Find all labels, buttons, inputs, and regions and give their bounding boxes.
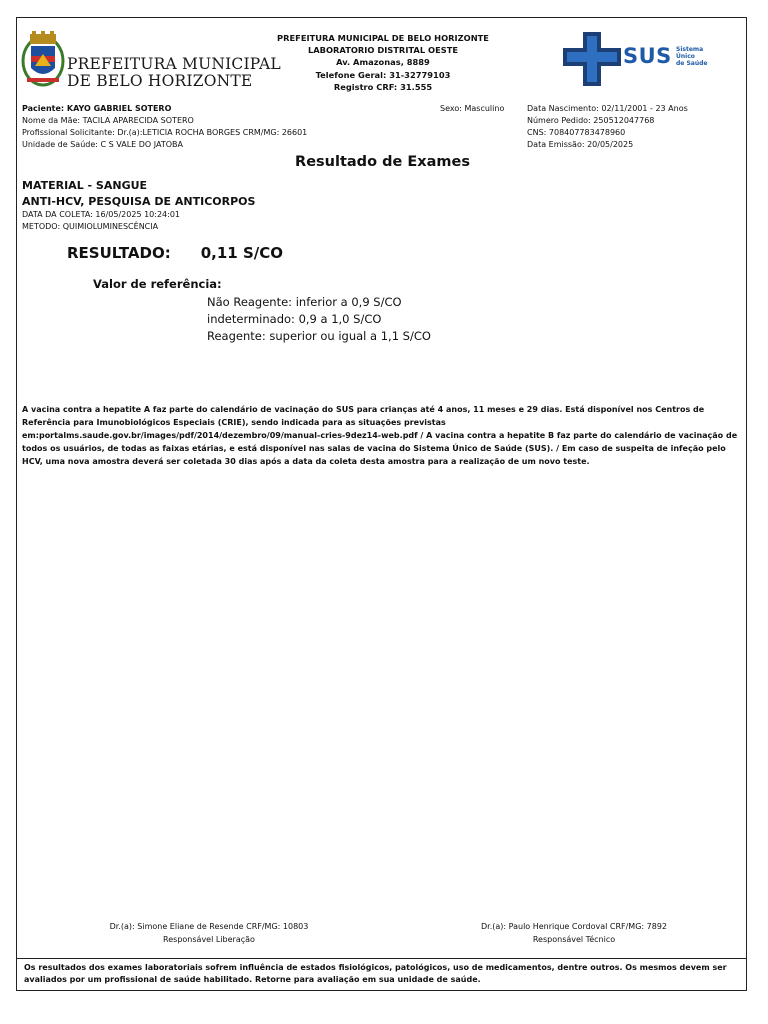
coat-of-arms-icon [21, 30, 65, 88]
reference-item: indeterminado: 0,9 a 1,0 S/CO [207, 312, 382, 327]
reference-item: Não Reagente: inferior a 0,9 S/CO [207, 295, 402, 309]
cns-number: CNS: 708407783478960 [527, 128, 626, 137]
sus-logo [561, 30, 711, 88]
header-line-3: Av. Amazonas, 8889 [336, 57, 430, 68]
patient-info-left [22, 103, 307, 151]
patient-name: Paciente: KAYO GABRIEL SOTERO [22, 104, 172, 113]
logo-line-2: DE BELO HORIZONTE [67, 72, 253, 90]
lab-header [217, 32, 549, 93]
sus-subtitle-3: de Saúde [676, 60, 708, 67]
mother-name: Nome da Mãe: TACILA APARECIDA SOTERO [22, 116, 194, 125]
exam-details [22, 209, 180, 232]
signature-technical [444, 920, 704, 946]
health-unit: Unidade de Saúde: C S VALE DO JATOBA [22, 140, 183, 149]
order-number: Número Pedido: 250512047768 [527, 116, 655, 125]
header-line-1: PREFEITURA MUNICIPAL DE BELO HORIZONTE [277, 33, 489, 43]
exam-method: METODO: QUIMIOLUMINESCÊNCIA [22, 221, 159, 231]
exam-name: ANTI-HCV, PESQUISA DE ANTICORPOS [22, 194, 256, 208]
result-value: 0,11 S/CO [200, 244, 284, 262]
reference-values [207, 294, 431, 346]
requesting-professional: Profissional Solicitante: Dr.(a):LETICIA ROCHA BORGES CRM/MG: 26601 [22, 128, 308, 137]
page-title: Resultado de Exames [295, 154, 470, 170]
signature-name: Dr.(a): Simone Eliane de Resende CRF/MG: 10803 [109, 922, 309, 931]
logo-line-1: PREFEITURA MUNICIPAL [67, 55, 281, 73]
sus-subtitle-1: Sistema [676, 46, 704, 53]
result-label: RESULTADO: [67, 244, 171, 262]
signature-role: Responsável Técnico [532, 935, 616, 944]
exam-material: MATERIAL - SANGUE [22, 179, 148, 192]
result-row [67, 244, 283, 262]
header-line-2: LABORATORIO DISTRITAL OESTE [307, 45, 459, 56]
exam-header [22, 178, 255, 209]
sus-subtitle [676, 46, 707, 67]
footer-divider [17, 958, 746, 959]
pbh-logo [21, 30, 281, 90]
reference-label: Valor de referência: [93, 277, 222, 291]
footer-disclaimer: Os resultados dos exames laboratoriais sofrem influência de estados fisiológicos, patológicos, uso de medicamentos, dentre outros. Os mesmos devem ser avaliados por um profissional de saúde habilitado. Retorne para avaliação em sua unidade de saúde. [24, 963, 727, 984]
vaccination-note: A vacina contra a hepatite A faz parte do calendário de vacinação do SUS para crianças até 4 anos, 11 meses e 29 dias. Está disponível nos Centros de Referência para Imunobiológicos Especiais (CRIE), sendo indicada para as situações previstas em:portalms.saude.gov.br/images/pdf/2014/dezembro/09/manual-cries-9dez14-web.pdf / A vacina contra a hepatite B faz parte do calendário de vacinação de todos os usuários, de todas as faixas etárias, e está disponível nas salas de vacina do Sistema Único de Saúde (SUS). / Em caso de suspeita de infeção pelo HCV, uma nova amostra deverá ser coletada 30 dias após a data da coleta desta amostra para a realização de um novo teste. [22, 405, 738, 467]
signature-release [79, 920, 339, 946]
header-line-4: Telefone Geral: 31-32779103 [315, 69, 451, 80]
sus-text: SUS [623, 44, 672, 68]
patient-sex: Sexo: Masculino [440, 104, 505, 113]
birth-date: Data Nascimento: 02/11/2001 - 23 Anos [527, 104, 688, 113]
document-page [16, 17, 747, 991]
issue-date: Data Emissão: 20/05/2025 [527, 140, 634, 149]
header-line-5: Registro CRF: 31.555 [333, 81, 433, 92]
reference-item: Reagente: superior ou igual a 1,1 S/CO [207, 329, 431, 344]
signature-role: Responsável Liberação [163, 935, 255, 944]
patient-info-right [527, 103, 688, 151]
sus-subtitle-2: Único [676, 53, 695, 60]
collection-date: DATA DA COLETA: 16/05/2025 10:24:01 [22, 210, 180, 219]
signature-name: Dr.(a): Paulo Henrique Cordoval CRF/MG: 7892 [480, 922, 667, 931]
